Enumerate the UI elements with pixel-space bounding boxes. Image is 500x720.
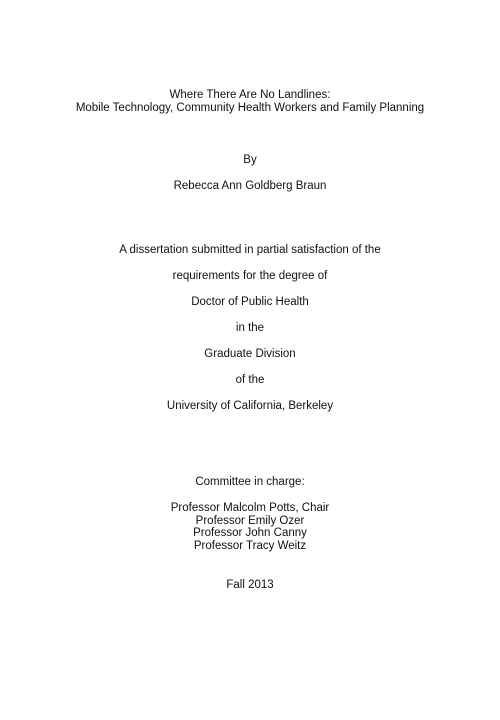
statement-line-6: of the [235,374,265,386]
committee-member: Professor Emily Ozer [195,514,305,527]
statement-line-2: requirements for the degree of [172,270,328,282]
title-line-1: Where There Are No Landlines: [169,89,331,101]
author-name: Rebecca Ann Goldberg Braun [173,180,327,192]
committee-heading: Committee in charge: [195,476,305,488]
title-line-2: Mobile Technology, Community Health Workers and Family Planning [75,102,425,114]
statement-line-1: A dissertation submitted in partial satisfaction of the [119,244,381,256]
statement-line-4: in the [235,322,265,334]
submission-date: Fall 2013 [226,579,274,591]
degree-name: Doctor of Public Health [191,296,309,308]
committee-member: Professor Tracy Weitz [193,539,307,552]
committee-member: Professor John Canny [193,527,307,539]
university-name: University of California, Berkeley [166,400,334,412]
committee-members [0,502,500,552]
committee-member: Professor Malcolm Potts, Chair [170,502,330,514]
by-label: By [243,154,257,166]
division-name: Graduate Division [204,348,296,360]
